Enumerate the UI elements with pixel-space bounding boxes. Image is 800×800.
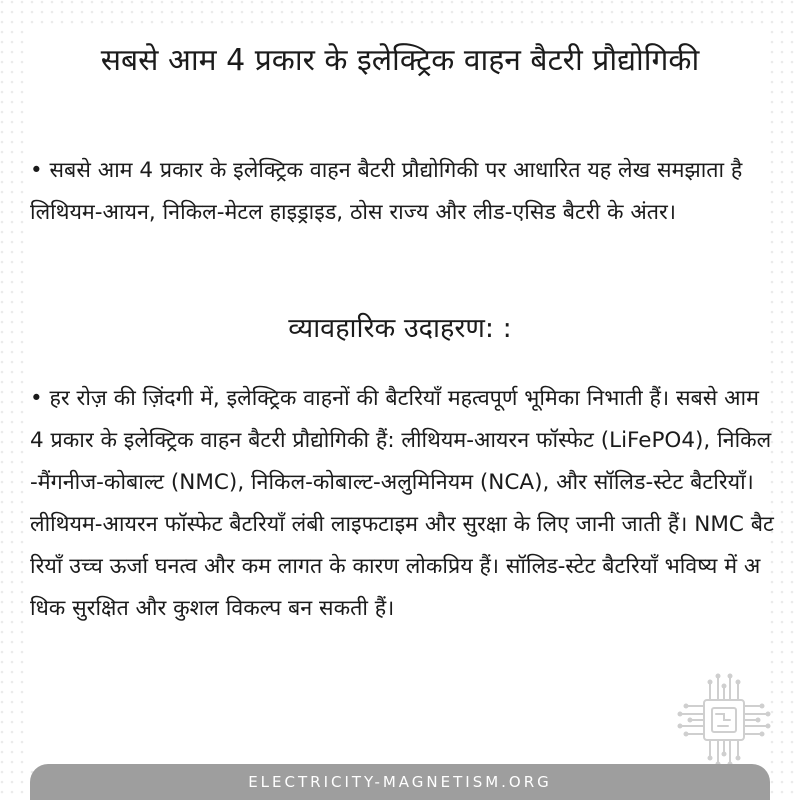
circuit-chip-icon bbox=[672, 668, 776, 772]
website-url[interactable]: ELECTRICITY-MAGNETISM.ORG bbox=[248, 773, 552, 791]
page-title: सबसे आम 4 प्रकार के इलेक्ट्रिक वाहन बैटरी प्रौद्योगिकी bbox=[100, 43, 700, 78]
example-paragraph: • हर रोज़ की ज़िंदगी में, इलेक्ट्रिक वाहनों की बैटरियाँ महत्वपूर्ण भूमिका निभाती हैं। सबसे आम 4 प्रकार के इलेक्ट्रिक वाहन बैटरी प्रौद्योगिकी हैं: लीथियम-आयरन फॉस्फेट (LiFePO4), निकिल-मैंगनीज-कोबाल्ट (NMC), निकिल-कोबाल्ट-अलुमिनियम (NCA), और सॉलिड-स्टेट बैटरियाँ। लीथियम-आयरन फॉस्फेट बैटरियाँ लंबी लाइफटाइम और सुरक्षा के लिए जानी जाती हैं। NMC बैटरियाँ उच्च ऊर्जा घनत्व और कम लागत के कारण लोकप्रिय हैं। सॉलिड-स्टेट बैटरियाँ भविष्य में अधिक सुरक्षित और कुशल विकल्प बन सकती हैं। bbox=[30, 386, 774, 621]
intro-paragraph: • सबसे आम 4 प्रकार के इलेक्ट्रिक वाहन बैटरी प्रौद्योगिकी पर आधारित यह लेख समझाता है लिथियम-आयन, निकिल-मेटल हाइड्राइड, ठोस राज्य और लीड-एसिड बैटरी के अंतर। bbox=[30, 158, 743, 225]
footer-bar bbox=[30, 764, 770, 800]
practical-example-heading: व्यावहारिक उदाहरण: : bbox=[288, 313, 512, 344]
